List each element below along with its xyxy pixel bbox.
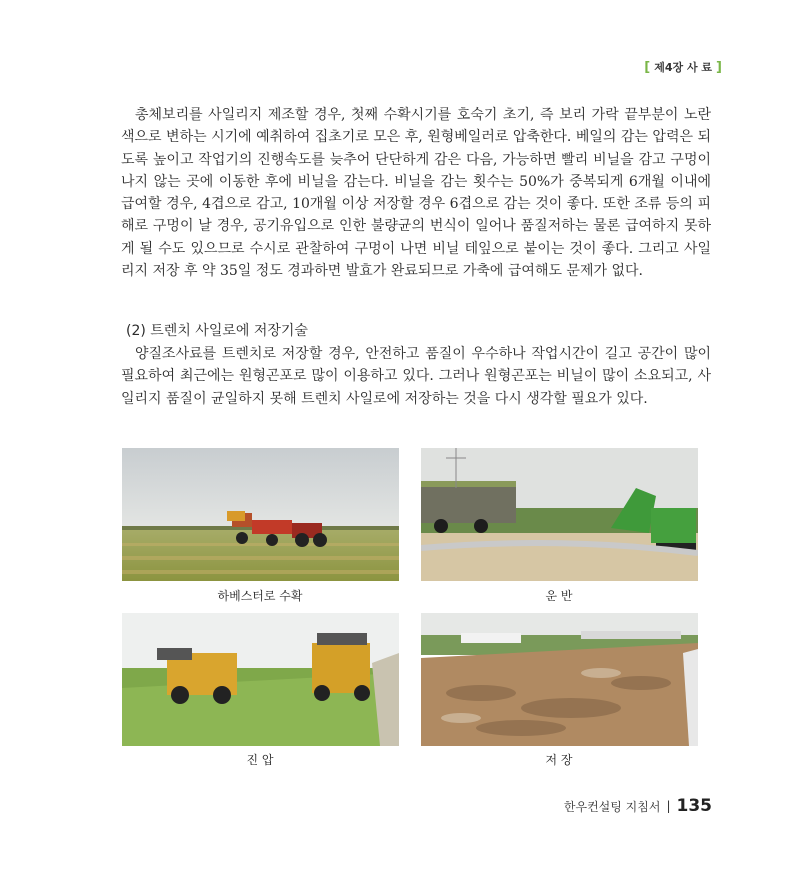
page-footer	[564, 796, 712, 816]
chapter-header	[644, 59, 722, 75]
photo-caption-harvesting: 하베스터로 수확	[217, 589, 303, 603]
chapter-label: 제4장 사 료	[654, 61, 713, 74]
photo-harvesting	[122, 448, 399, 581]
photo-caption-transport: 운 반	[545, 589, 573, 603]
paragraph-trench-silo: 양질조사료를 트렌치로 저장할 경우, 안전하고 품질이 우수하나 작업시간이 길고 공간이 많이 필요하여 최근에는 원형곤포로 많이 이용하고 있다. 그러나 원형곤포는 비닐이 많이 소요되고, 사일리지 품질이 균일하지 못해 트렌치 사일로에 저장하는 것을 다시 생각할 필요가 있다.	[121, 346, 711, 407]
photo-transport	[421, 448, 698, 581]
bracket-left-icon: [	[644, 59, 651, 75]
book-title: 한우컨설팅 지침서	[563, 799, 661, 814]
photo-compaction	[122, 613, 399, 746]
bracket-right-icon: ]	[716, 59, 722, 75]
section-title: (2) 트렌치 사일로에 저장기술	[126, 323, 308, 339]
photo-caption-storage: 저 장	[545, 753, 573, 767]
footer-separator: |	[666, 799, 671, 813]
page-number: 135	[676, 796, 712, 816]
photo-caption-compaction: 진 압	[246, 753, 274, 767]
photo-storage	[421, 613, 698, 746]
paragraph-barley-silage: 총체보리를 사일리지 제조할 경우, 첫째 수확시기를 호숙기 초기, 즉 보리 가락 끝부분이 노란색으로 변하는 시기에 예취하여 집초기로 모은 후, 원형베일러로 압축한다. 베일의 감는 압력은 되도록 높이고 작업기의 진행속도를 늦추어 단단하게 감은 다음, 가능하면 빨리 비닐을 감고 구멍이 나지 않는 곳에 이동한 후에 비닐을 감는다. 비닐을 감는 횟수는 50%가 중복되게 6개월 이내에 급여할 경우, 4겹으로 감고, 10개월 이상 저장할 경우 6겹으로 감는 것이 좋다. 또한 조류 등의 피해로 구멍이 날 경우, 공기유입으로 인한 불량균의 번식이 일어나 품질저하는 물론 급여하지 못하게 될 수도 있으므로 수시로 관찰하여 구멍이 나면 비닐 테잎으로 붙이는 것이 좋다. 그리고 사일리지 저장 후 약 35일 정도 경과하면 발효가 완료되므로 가축에 급여해도 문제가 없다.	[121, 107, 711, 280]
